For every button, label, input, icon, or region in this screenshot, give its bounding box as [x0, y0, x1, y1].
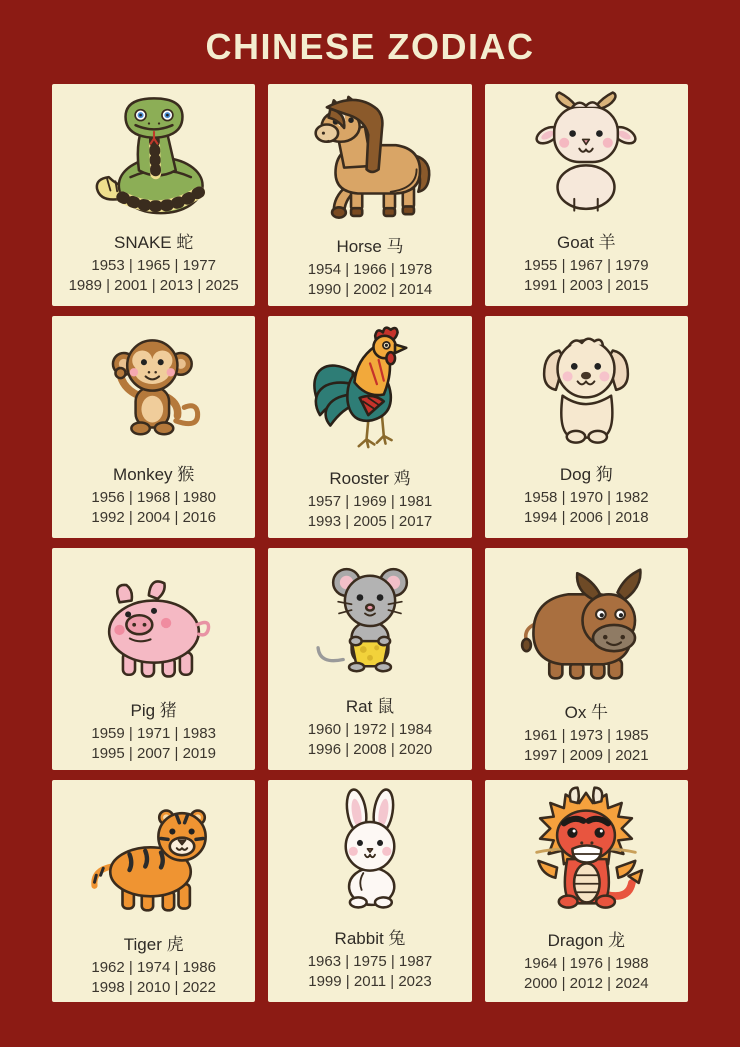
years-line-2: 1990 | 2002 | 2014 [307, 280, 433, 298]
tiger-icon [58, 786, 249, 926]
years-line-2: 2000 | 2012 | 2024 [524, 974, 649, 992]
monkey-icon [58, 322, 249, 456]
animal-name: Ox 牛 [564, 703, 609, 722]
years-line-2: 1996 | 2008 | 2020 [307, 740, 433, 758]
years-line-1: 1957 | 1969 | 1981 [307, 493, 433, 510]
years-line-2: 1993 | 2005 | 2017 [307, 512, 433, 530]
animal-name: Rooster 鸡 [329, 469, 411, 488]
zodiac-card-snake [52, 84, 255, 306]
years-line-1: 1956 | 1968 | 1980 [91, 489, 216, 506]
years-line-1: 1955 | 1967 | 1979 [524, 257, 649, 274]
animal-name: Rat 鼠 [345, 697, 395, 716]
animal-name: Rabbit 兔 [334, 929, 406, 948]
years-line-1: 1961 | 1973 | 1985 [524, 727, 649, 744]
zodiac-grid [0, 82, 740, 1002]
animal-years [308, 720, 433, 760]
animal-name: Dog 狗 [559, 465, 613, 484]
zodiac-card-monkey [52, 316, 255, 538]
zodiac-card-pig [52, 548, 255, 770]
animal-years [69, 256, 239, 296]
animal-years [91, 958, 216, 998]
animal-name: SNAKE 蛇 [113, 233, 194, 252]
animal-name: Monkey 猴 [113, 465, 195, 484]
years-line-1: 1958 | 1970 | 1982 [524, 489, 649, 506]
animal-name: Tiger 虎 [123, 935, 184, 954]
zodiac-card-dog [485, 316, 688, 538]
zodiac-card-horse [268, 84, 471, 306]
horse-icon [274, 90, 465, 228]
rooster-icon [274, 322, 465, 460]
years-line-2: 1994 | 2006 | 2018 [524, 508, 649, 526]
zodiac-card-tiger [52, 780, 255, 1002]
animal-years [91, 488, 216, 528]
dog-icon [491, 322, 682, 456]
animal-name: Pig 猪 [130, 701, 177, 720]
years-line-1: 1954 | 1966 | 1978 [307, 261, 433, 278]
zodiac-card-ox [485, 548, 688, 770]
years-line-2: 1992 | 2004 | 2016 [91, 508, 216, 526]
years-line-2: 1995 | 2007 | 2019 [91, 744, 216, 762]
years-line-1: 1962 | 1974 | 1986 [91, 959, 216, 976]
years-line-1: 1960 | 1972 | 1984 [307, 721, 433, 738]
years-line-1: 1963 | 1975 | 1987 [307, 953, 433, 970]
animal-years [308, 260, 433, 300]
pig-icon [58, 554, 249, 692]
zodiac-card-rabbit [268, 780, 471, 1002]
rabbit-icon [274, 786, 465, 920]
dragon-icon [491, 786, 682, 922]
years-line-2: 1989 | 2001 | 2013 | 2025 [68, 276, 239, 294]
animal-years [91, 724, 216, 764]
years-line-1: 1964 | 1976 | 1988 [524, 955, 649, 972]
animal-years [524, 726, 649, 766]
years-line-2: 1997 | 2009 | 2021 [524, 746, 649, 764]
animal-years [308, 952, 433, 992]
zodiac-card-rooster [268, 316, 471, 538]
zodiac-card-goat [485, 84, 688, 306]
animal-years [308, 492, 433, 532]
years-line-1: 1953 | 1965 | 1977 [91, 257, 216, 274]
rat-icon [274, 554, 465, 688]
poster-title: CHINESE ZODIAC [205, 26, 535, 67]
ox-icon [491, 554, 682, 694]
animal-name: Goat 羊 [557, 233, 616, 252]
animal-years [524, 954, 649, 994]
zodiac-card-dragon [485, 780, 688, 1002]
animal-years [524, 256, 649, 296]
animal-name: Dragon 龙 [547, 931, 626, 950]
years-line-2: 1991 | 2003 | 2015 [524, 276, 649, 294]
animal-name: Horse 马 [336, 237, 404, 256]
zodiac-card-rat [268, 548, 471, 770]
years-line-2: 1998 | 2010 | 2022 [91, 978, 216, 996]
years-line-2: 1999 | 2011 | 2023 [308, 972, 432, 990]
animal-years [524, 488, 649, 528]
years-line-1: 1959 | 1971 | 1983 [91, 725, 216, 742]
goat-icon [491, 90, 682, 224]
snake-icon [58, 90, 249, 224]
